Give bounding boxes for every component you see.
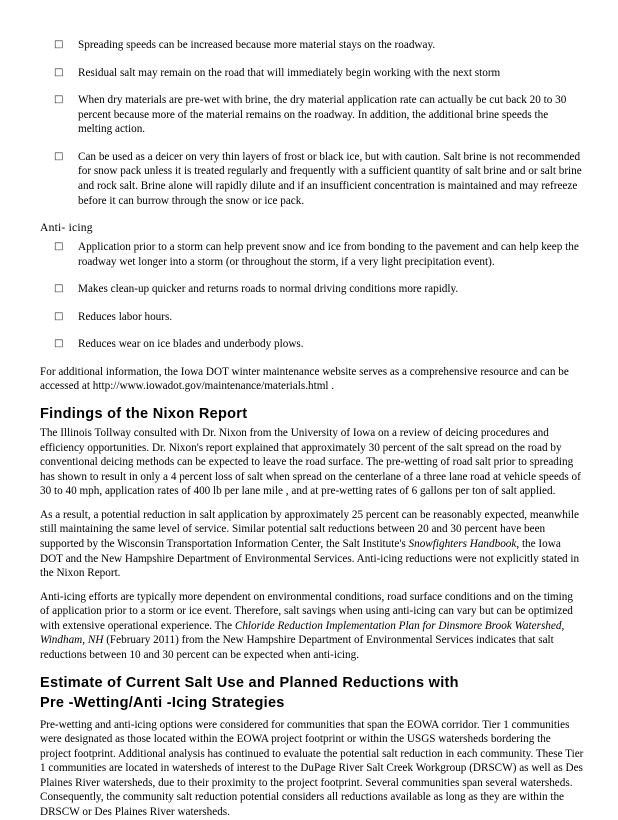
list-item-text: Reduces labor hours.: [78, 310, 173, 323]
list-item-text: Spreading speeds can be increased because more material stays on the roadway.: [78, 39, 436, 51]
bullet-marker-icon: □: [54, 283, 64, 295]
bullet-marker-icon: □: [54, 94, 64, 106]
anti-icing-subheading: Anti- icing: [40, 221, 93, 235]
list-item: [40, 38, 584, 53]
list-item: [40, 310, 584, 325]
list-item: [40, 150, 584, 208]
list-item-text: Makes clean-up quicker and returns roads to normal driving conditions more rapidly.: [78, 283, 459, 296]
additional-information-paragraph: For additional information, the Iowa DOT winter maintenance website serves as a comprehensive resource and can be accessed at http://www.iowadot.gov/maintenance/materials.html .: [40, 365, 569, 393]
section-heading-estimate-line1: Estimate of Current Salt Use and Planned Reductions with: [40, 675, 459, 692]
list-item: [40, 282, 584, 297]
list-item-text: Application prior to a storm can help prevent snow and ice from bonding to the pavement and can help keep the roadway wet longer into a storm (or throughout the storm, if a very light precipitation event).: [78, 241, 579, 268]
list-item-text: Can be used as a deicer on very thin layers of frost or black ice, but with caution. Salt brine is not recommended for snow pack unless it is treated regularly and frequently with a sufficient quantity of salt brine and or salt brine and rock salt. Brine alone will rapidly dilute and if an insufficient concentration is maintained and may refreeze before it can burrow through the snow or ice pack.: [78, 150, 582, 207]
section-heading-estimate-line2: Pre -Wetting/Anti -Icing Strategies: [40, 695, 285, 711]
findings-paragraph-2-text: As a result, a potential reduction in salt application by approximately 25 percent can be reasonably expected, meanwhile still maintaining the same level of service. Similar potential salt reductions between 20 and 30 percent have been supported by the Wisconsin Transportation Information Center, the Salt Institute's Snowfighters Handbook, the Iowa DOT and the New Hampshire Department of Environmental Services. Anti-icing reductions were not explicitly stated in the Nixon Report.: [40, 508, 580, 580]
bullet-marker-icon: □: [54, 39, 64, 50]
findings-paragraph-3-text: Anti-icing efforts are typically more dependent on environmental conditions, road surface conditions and on the timing of application prior to a storm or ice event. Therefore, salt savings when using anti-icing can vary but can be optimized with extensive operational experience. The Chloride Reduction Implementation Plan for Dinsmore Brook Watershed, Windham, NH (February 2011) from the New Hampshire Department of Environmental Services indicates that salt reductions between 10 and 30 percent can be expected when anti-icing.: [40, 590, 573, 661]
bullet-marker-icon: □: [54, 150, 64, 162]
bullet-marker-icon: □: [54, 241, 64, 253]
section-heading-findings: Findings of the Nixon Report: [40, 406, 248, 422]
findings-paragraph-1: The Illinois Tollway consulted with Dr. Nixon from the University of Iowa on a review of deicing procedures and efficiency opportunities. Dr. Nixon's report explained that approximately 30 percent of the salt spread on the road by conventional deicing methods can be expected to leave the road surface. The pre-wetting of road salt prior to spreading has shown to result in only a 4 percent loss of salt when spread on the centerlane of a three lane road at vehicle speeds of 30 to 40 mph, application rates of 400 lb per lane mile , and at pre-wetting rates of 6 gallons per ton of salt applied.: [40, 427, 581, 498]
estimate-paragraph: Pre-wetting and anti-icing options were considered for communities that span the EOWA corridor. Tier 1 communities were designated as those located within the EOWA project footprint or within the USGS watersheds bordering the project footprint. Additional analysis has continued to evaluate the potential salt reduction in each community. These Tier 1 communities are located in watersheds of interest to the DuPage River Salt Creek Workgroup (DRSCW) as well as Des Plaines River watersheds, due to their proximity to the project footprint. Several communities span several watersheds. Consequently, the community salt reduction potential considers all reductions available as long as they are within the DRSCW or Des Plaines River watersheds.: [40, 718, 584, 818]
anti-icing-benefits-list: [40, 240, 584, 352]
list-item: [40, 337, 584, 352]
bullet-marker-icon: □: [54, 338, 64, 350]
list-item-text: When dry materials are pre-wet with brine, the dry material application rate can actually be cut back 20 to 30 percent because more of the material remains on the roadway. In addition, the additional brine speeds the melting action.: [78, 94, 567, 136]
section-heading-estimate: [40, 674, 584, 713]
bullet-marker-icon: □: [54, 310, 64, 322]
list-item: [40, 240, 584, 269]
findings-paragraph-3: [40, 590, 584, 663]
deicing-benefits-list: [40, 38, 584, 208]
list-item-text: Residual salt may remain on the road that will immediately begin working with the next storm: [78, 66, 501, 79]
list-item-text: Reduces wear on ice blades and underbody plows.: [78, 338, 304, 351]
list-item: [40, 66, 584, 81]
list-item: [40, 93, 584, 137]
bullet-marker-icon: □: [54, 66, 64, 78]
findings-paragraph-2: [40, 508, 584, 581]
